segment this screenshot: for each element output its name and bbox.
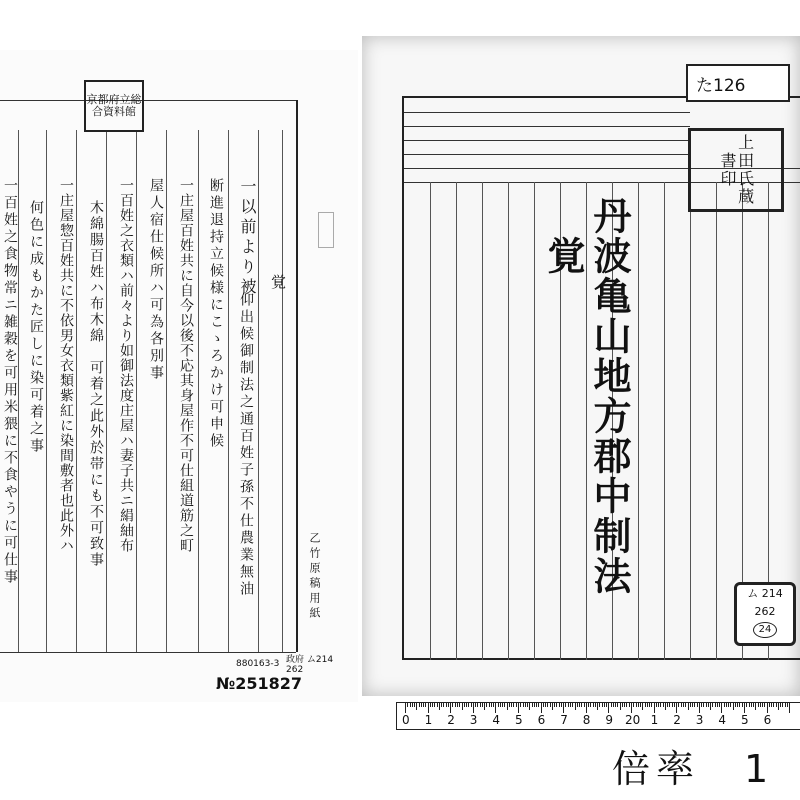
- ruler-tick: [509, 703, 510, 707]
- text-column: 断進退持立候様にこゝろかけ可申候: [208, 178, 224, 450]
- ruler-tick: [421, 703, 422, 707]
- catalog-label: た126: [686, 64, 790, 102]
- ruler-tick: [554, 703, 555, 707]
- ruler-tick: [520, 703, 521, 707]
- ruler-tick: [721, 703, 722, 713]
- ruler-tick: [602, 703, 603, 707]
- text-column: 一庄屋惣百姓共に不依男女衣類紫紅に染間敷者也此外ハ: [58, 178, 74, 553]
- ruler-tick: [457, 703, 458, 707]
- ruler-tick: [428, 703, 429, 713]
- ruler-number: 6: [763, 713, 772, 727]
- ruler-tick: [758, 703, 759, 707]
- ruler-tick: [462, 703, 463, 710]
- ruler-tick: [493, 703, 494, 707]
- ruler-tick: [556, 703, 557, 707]
- ruler-tick: [776, 703, 777, 707]
- ruler-tick: [710, 703, 711, 710]
- ruler-tick: [699, 703, 700, 713]
- ruler-tick: [441, 703, 442, 707]
- stamp-code: 政府 ム214 262: [286, 655, 334, 675]
- ruler-tick: [611, 703, 612, 707]
- text-column: 一百姓之衣類ハ前々より如御法度庄屋ハ妻子共ニ絹紬布: [118, 178, 134, 553]
- ruler-tick: [651, 703, 652, 707]
- ruler-tick: [726, 703, 727, 707]
- ruler-tick: [617, 703, 618, 707]
- ruler-tick: [475, 703, 476, 707]
- ruler-tick: [547, 703, 548, 707]
- ruler-tick: [728, 703, 729, 707]
- right-grid-line: [482, 182, 483, 660]
- ruler-tick: [751, 703, 752, 707]
- left-grid-line: [106, 130, 107, 652]
- ruler-tick: [749, 703, 750, 707]
- ruler-tick: [674, 703, 675, 707]
- ruler-tick: [516, 703, 517, 707]
- ruler-tick: [631, 703, 632, 713]
- ruler-tick: [724, 703, 725, 707]
- ruler-tick: [647, 703, 648, 707]
- ruler-number: 8: [582, 713, 591, 727]
- ruler-tick: [584, 703, 585, 707]
- right-grid-line: [404, 154, 690, 155]
- ruler-tick: [423, 703, 424, 707]
- ruler-tick: [473, 703, 474, 713]
- ruler-tick: [507, 703, 508, 710]
- ruler-tick: [437, 703, 438, 707]
- ruler-tick: [703, 703, 704, 707]
- ruler-tick: [764, 703, 765, 707]
- measurement-ruler: [396, 702, 800, 730]
- ruler-tick: [613, 703, 614, 707]
- ruler-tick: [762, 703, 763, 707]
- document-title: 丹波亀山地方郡中制法: [587, 196, 632, 596]
- ruler-tick: [432, 703, 433, 707]
- text-column: 木綿腸百姓ハ布木綿 可着之此外於帯にも不可致事: [88, 200, 104, 568]
- ruler-tick: [706, 703, 707, 707]
- right-grid-line: [430, 182, 431, 660]
- ruler-tick: [672, 703, 673, 707]
- ruler-number: 3: [695, 713, 704, 727]
- ruler-tick: [787, 703, 788, 707]
- ruler-tick: [450, 703, 451, 713]
- text-column: 一以前より被: [238, 178, 257, 298]
- ruler-tick: [459, 703, 460, 707]
- ruler-tick: [760, 703, 761, 707]
- ruler-tick: [767, 703, 768, 713]
- ruler-tick: [545, 703, 546, 707]
- ruler-tick: [665, 703, 666, 710]
- ruler-tick: [697, 703, 698, 707]
- ruler-tick: [778, 703, 779, 710]
- ruler-tick: [676, 703, 677, 713]
- ruler-tick: [645, 703, 646, 707]
- ruler-tick: [570, 703, 571, 707]
- document-subtitle: 覚: [541, 236, 586, 276]
- ruler-tick: [434, 703, 435, 707]
- ruler-tick: [771, 703, 772, 707]
- right-grid-line: [404, 126, 690, 127]
- ruler-tick: [717, 703, 718, 707]
- ruler-tick: [500, 703, 501, 707]
- ruler-tick: [715, 703, 716, 707]
- ruler-tick: [746, 703, 747, 707]
- ruler-tick: [579, 703, 580, 707]
- ruler-tick: [541, 703, 542, 713]
- ruler-tick: [565, 703, 566, 707]
- stamp-small: 880163-3: [236, 659, 280, 669]
- right-grid-line: [664, 182, 665, 660]
- ruler-tick: [688, 703, 689, 710]
- ruler-tick: [599, 703, 600, 707]
- ruler-tick: [739, 703, 740, 707]
- ruler-tick: [755, 703, 756, 710]
- right-grid-line: [534, 182, 535, 660]
- ruler-tick: [615, 703, 616, 707]
- ruler-tick: [448, 703, 449, 707]
- ruler-tick: [523, 703, 524, 707]
- ruler-tick: [491, 703, 492, 707]
- left-grid-right-border: [296, 100, 298, 652]
- ruler-tick: [550, 703, 551, 707]
- document-heading: 覚: [269, 274, 287, 293]
- ruler-tick: [471, 703, 472, 707]
- ruler-number: 9: [605, 713, 614, 727]
- ruler-tick: [405, 703, 406, 713]
- ruler-tick: [468, 703, 469, 707]
- ruler-tick: [658, 703, 659, 707]
- ruler-tick: [568, 703, 569, 707]
- ruler-tick: [608, 703, 609, 713]
- ruler-tick: [581, 703, 582, 707]
- ruler-number: 2: [673, 713, 681, 727]
- ruler-tick: [780, 703, 781, 707]
- ruler-number: 6: [537, 713, 546, 727]
- ruler-tick: [504, 703, 505, 707]
- ruler-tick: [407, 703, 408, 707]
- ruler-tick: [455, 703, 456, 707]
- ruler-tick: [525, 703, 526, 707]
- ruler-tick: [595, 703, 596, 707]
- ruler-tick: [622, 703, 623, 707]
- right-grid-line: [456, 182, 457, 660]
- ruler-tick: [588, 703, 589, 707]
- ruler-tick: [538, 703, 539, 707]
- ruler-number: 5: [515, 713, 523, 727]
- ruler-tick: [701, 703, 702, 707]
- ruler-tick: [606, 703, 607, 707]
- ruler-tick: [412, 703, 413, 707]
- ruler-tick: [638, 703, 639, 707]
- ruler-tick: [663, 703, 664, 707]
- archive-id-line2: 262: [754, 605, 776, 618]
- ruler-tick: [536, 703, 537, 707]
- ruler-tick: [575, 703, 576, 710]
- ruler-tick: [719, 703, 720, 707]
- owner-seal: 上田氏蔵書印: [688, 128, 784, 212]
- ruler-tick: [733, 703, 734, 710]
- right-grid-line: [690, 182, 691, 660]
- ruler-tick: [742, 703, 743, 707]
- left-grid-line: [136, 130, 137, 652]
- ruler-tick: [513, 703, 514, 707]
- ruler-tick: [681, 703, 682, 707]
- ruler-tick: [477, 703, 478, 707]
- archive-id-box: [734, 582, 796, 646]
- text-column: 屋人宿仕候所ハ可為各別事: [148, 178, 164, 382]
- ruler-number: 0: [402, 713, 410, 727]
- ruler-tick: [649, 703, 650, 707]
- ruler-number: 1: [650, 713, 659, 727]
- magnification-label: 倍率 1: [612, 747, 775, 791]
- ruler-tick: [464, 703, 465, 707]
- ruler-tick: [597, 703, 598, 710]
- ruler-tick: [452, 703, 453, 707]
- ruler-tick: [785, 703, 786, 707]
- ruler-tick: [480, 703, 481, 707]
- ruler-tick: [654, 703, 655, 713]
- ruler-tick: [769, 703, 770, 707]
- ruler-tick: [502, 703, 503, 707]
- ruler-number: 4: [718, 713, 727, 727]
- ruler-tick: [690, 703, 691, 707]
- ruler-tick: [692, 703, 693, 707]
- ruler-tick: [593, 703, 594, 707]
- left-grid-line: [282, 130, 283, 652]
- left-grid-line: [166, 130, 167, 652]
- library-seal: 京都府立総合資料館: [84, 80, 144, 132]
- ruler-tick: [773, 703, 774, 707]
- ruler-tick: [430, 703, 431, 707]
- ruler-tick: [586, 703, 587, 713]
- ruler-tick: [439, 703, 440, 710]
- ruler-tick: [561, 703, 562, 707]
- ruler-tick: [532, 703, 533, 707]
- left-grid-line: [76, 130, 77, 652]
- ruler-tick: [667, 703, 668, 707]
- ruler-tick: [482, 703, 483, 707]
- ruler-number: 1: [424, 713, 433, 727]
- ruler-tick: [529, 703, 530, 710]
- ruler-number: 7: [560, 713, 568, 727]
- text-column: 一庄屋百姓共に自今以後不応其身屋作不可仕組道筋之町: [178, 178, 194, 553]
- ruler-tick: [656, 703, 657, 707]
- ruler-tick: [683, 703, 684, 707]
- ruler-tick: [633, 703, 634, 707]
- left-grid-bottom-border: [0, 652, 296, 653]
- ruler-tick: [744, 703, 745, 713]
- left-grid-line: [46, 130, 47, 652]
- ruler-tick: [446, 703, 447, 707]
- ruler-tick: [511, 703, 512, 707]
- ruler-number: 2: [447, 713, 455, 727]
- left-grid-line: [228, 130, 229, 652]
- archive-id-line3: 24: [753, 622, 777, 638]
- right-grid-line: [404, 112, 690, 113]
- archive-id-line1: ム 214: [747, 587, 783, 600]
- ruler-tick: [712, 703, 713, 707]
- ruler-tick: [419, 703, 420, 707]
- right-grid-line: [638, 182, 639, 660]
- ruler-tick: [559, 703, 560, 707]
- ruler-tick: [629, 703, 630, 707]
- ruler-tick: [604, 703, 605, 707]
- ruler-tick: [624, 703, 625, 707]
- ruler-tick: [498, 703, 499, 707]
- ruler-tick: [543, 703, 544, 707]
- ruler-tick: [527, 703, 528, 707]
- ruler-number: 4: [492, 713, 501, 727]
- text-column: 仰出候御制法之通百姓子孫不仕農業無油: [238, 292, 254, 598]
- ruler-tick: [489, 703, 490, 707]
- text-column: 何色に成もかた匠しに染可着之事: [28, 200, 44, 455]
- ruler-tick: [685, 703, 686, 707]
- ruler-tick: [425, 703, 426, 707]
- ruler-tick: [466, 703, 467, 707]
- ruler-tick: [753, 703, 754, 707]
- ruler-tick: [708, 703, 709, 707]
- ruler-tick: [730, 703, 731, 707]
- ruler-tick: [410, 703, 411, 707]
- ruler-tick: [414, 703, 415, 707]
- ruler-tick: [572, 703, 573, 707]
- ruler-tick: [642, 703, 643, 710]
- right-grid-line: [716, 182, 717, 660]
- ruler-tick: [669, 703, 670, 707]
- ruler-tick: [486, 703, 487, 707]
- ruler-tick: [552, 703, 553, 710]
- ruler-tick: [678, 703, 679, 707]
- ruler-tick: [660, 703, 661, 707]
- ruler-tick: [735, 703, 736, 707]
- binding-mark: [318, 212, 334, 248]
- left-grid-top-border: [0, 100, 296, 101]
- left-grid-line: [198, 130, 199, 652]
- ruler-number: 20: [625, 713, 641, 727]
- text-column: 一百姓之食物常ニ雑穀を可用米猥に不食やうに可仕事: [2, 178, 18, 586]
- right-grid-line: [508, 182, 509, 660]
- ruler-number: 5: [741, 713, 749, 727]
- ruler-tick: [590, 703, 591, 707]
- ruler-tick: [443, 703, 444, 707]
- ruler-tick: [518, 703, 519, 713]
- ruler-tick: [416, 703, 417, 710]
- ruler-tick: [636, 703, 637, 707]
- ruler-tick: [640, 703, 641, 707]
- ruler-tick: [563, 703, 564, 713]
- ruler-tick: [789, 703, 790, 713]
- stamp-number: №251827: [216, 674, 303, 693]
- ruler-tick: [626, 703, 627, 707]
- ruler-tick: [782, 703, 783, 707]
- ruler-tick: [620, 703, 621, 710]
- ruler-tick: [694, 703, 695, 707]
- ruler-tick: [577, 703, 578, 707]
- ruler-tick: [484, 703, 485, 710]
- right-grid-line: [404, 140, 690, 141]
- ruler-tick: [495, 703, 496, 713]
- ruler-number: 3: [469, 713, 478, 727]
- paper-label: 乙竹原稿用紙: [308, 532, 321, 622]
- ruler-tick: [534, 703, 535, 707]
- ruler-tick: [737, 703, 738, 707]
